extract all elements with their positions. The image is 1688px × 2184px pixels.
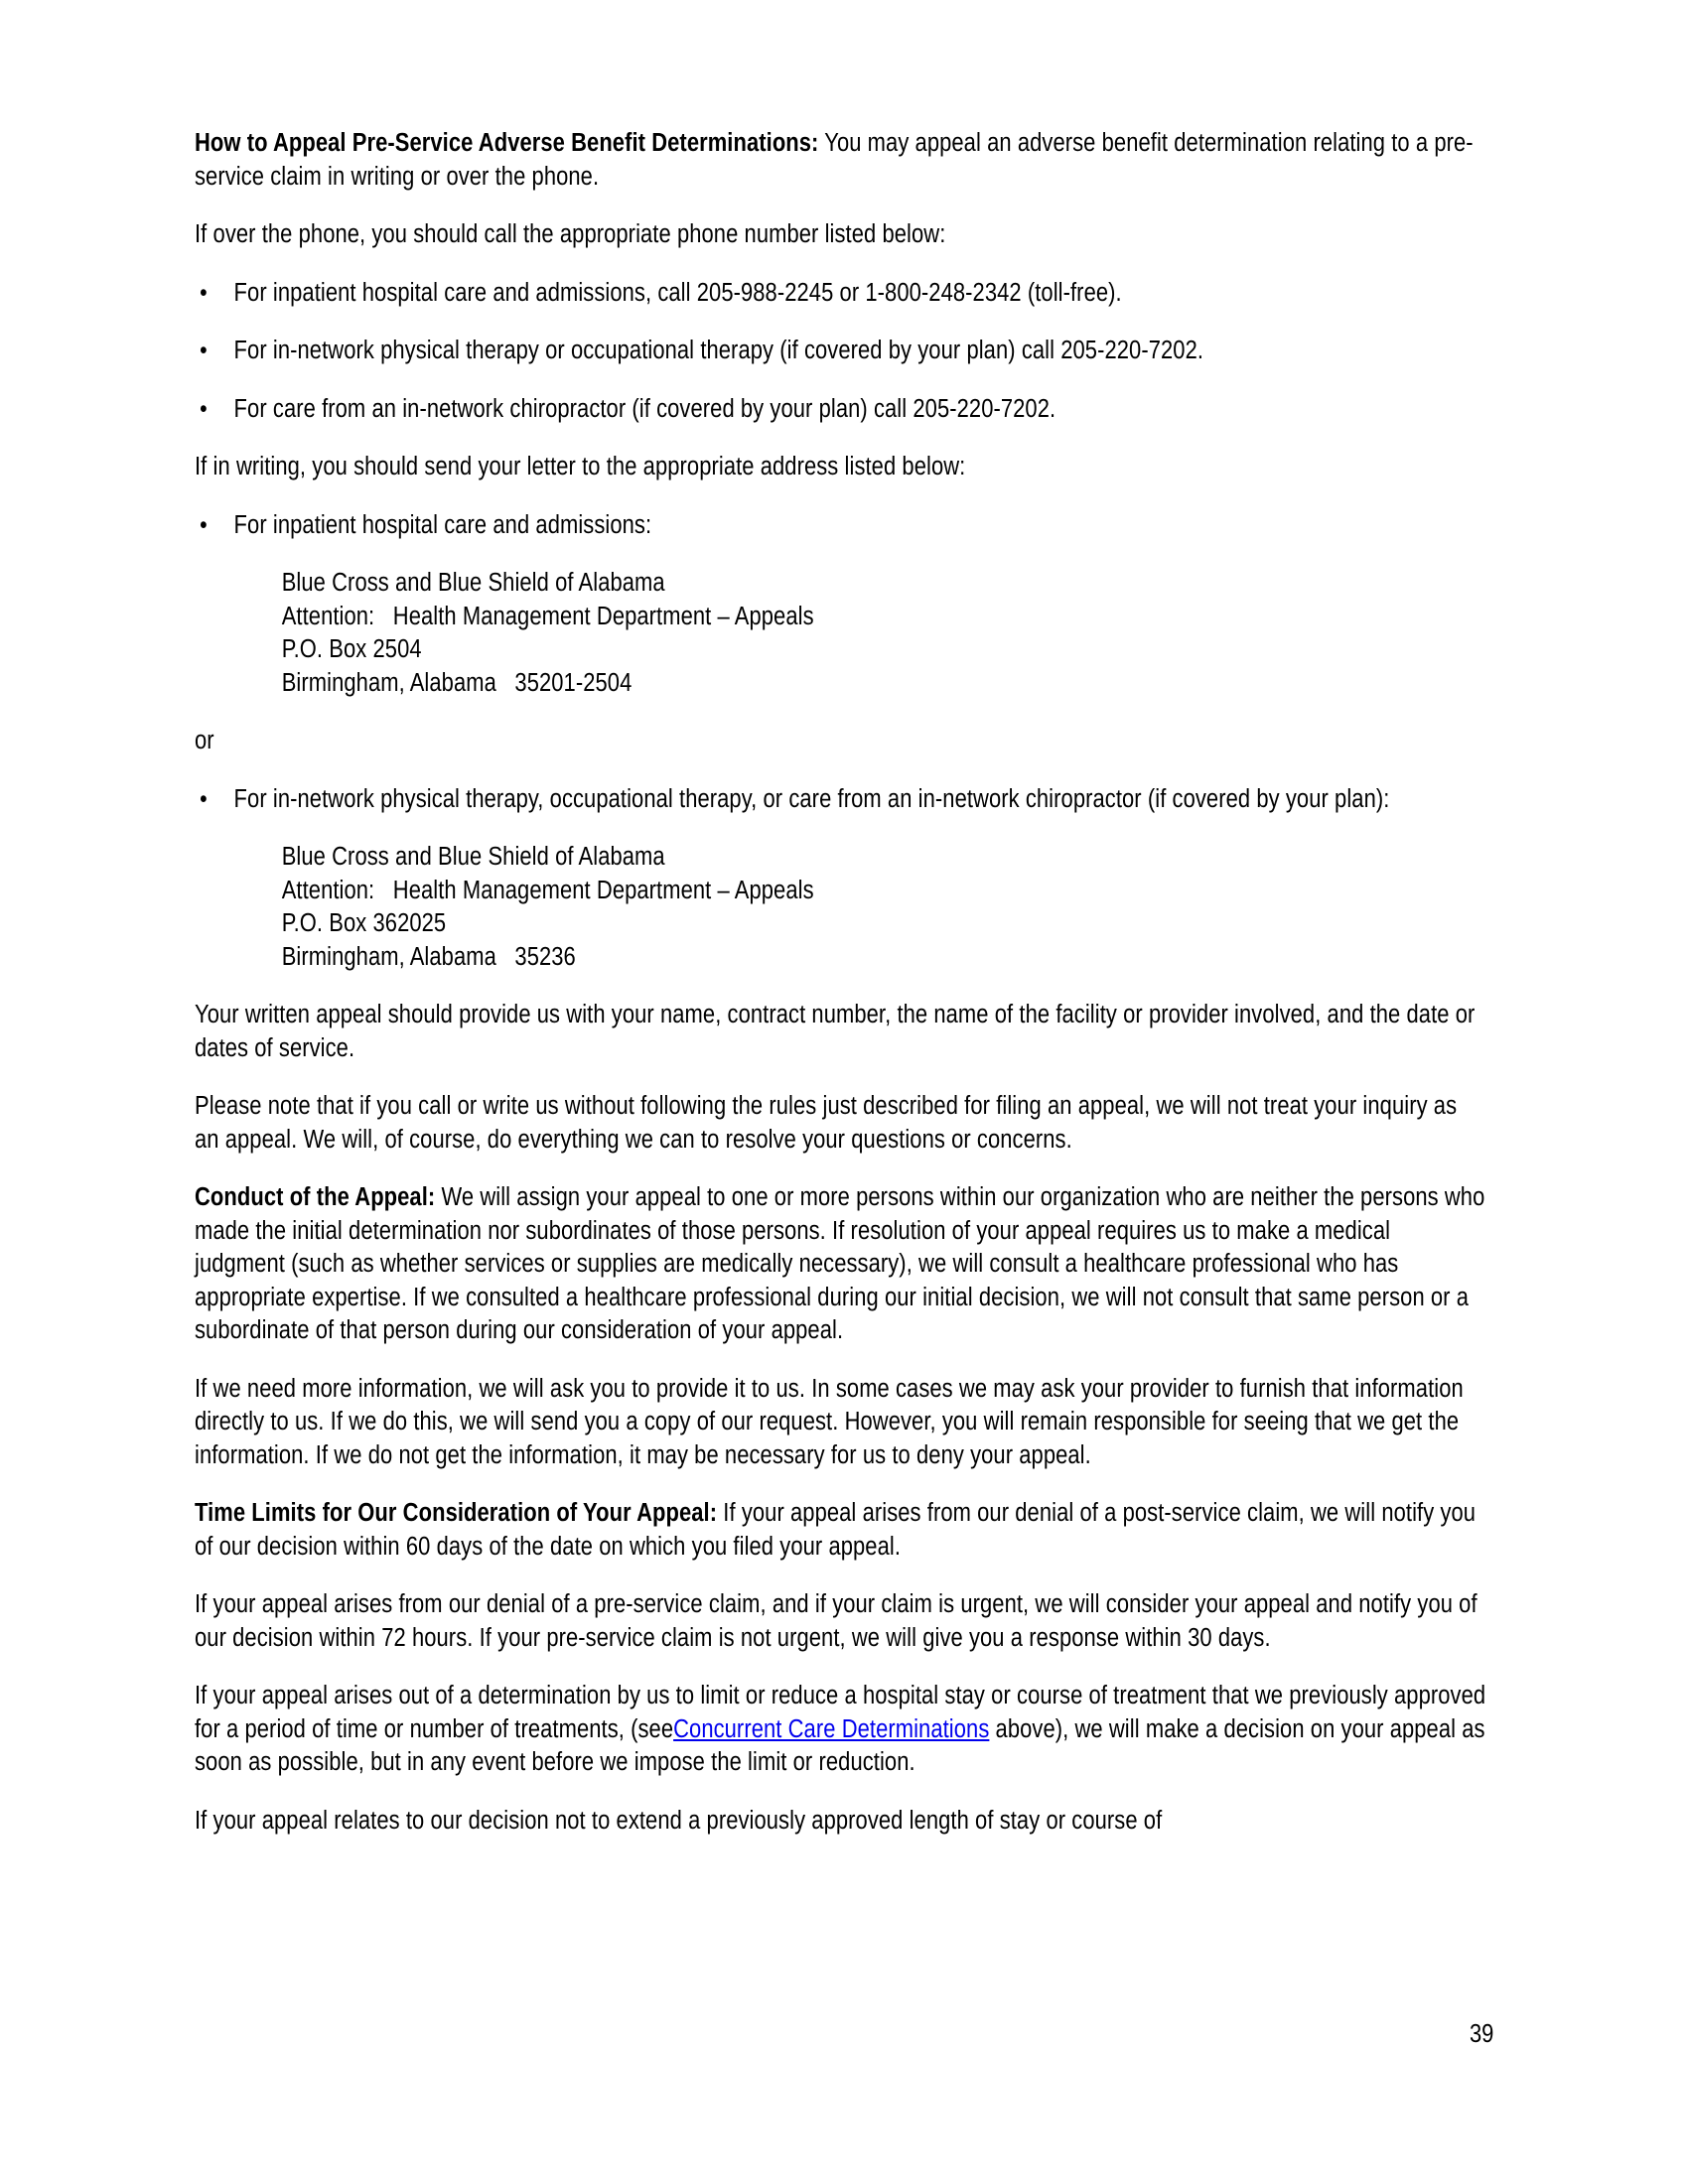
- list-item-phone-2: [195, 335, 1485, 368]
- paragraph-urgent-claims: If your appeal arises from our denial of a pre-service claim, and if your claim is urgent, we will consider your appeal and notify you of our decision within 72 hours. If your pre-service claim is not urgent, we will give you a response within 30 days.: [195, 1590, 1477, 1652]
- address-line-pobox: P.O. Box 362025: [281, 909, 447, 937]
- list-item-phone-1-label: For inpatient hospital care and admissions, call 205-988-2245 or 1-800-248-2342 (toll-free).: [233, 278, 1122, 307]
- list-item-phone-3: [195, 393, 1485, 427]
- address-line-citystatezip: Birmingham, Alabama 35236: [281, 942, 576, 971]
- heading-conduct-of-appeal: Conduct of the Appeal:: [195, 1183, 436, 1211]
- list-item-writing-2-label: For in-network physical therapy, occupational therapy, or care from an in-network chiropractor (if covered by your plan):: [233, 784, 1390, 813]
- heading-conduct-of-appeal-body: We will assign your appeal to one or more persons within our organization who are neither the persons who made the initial determination nor subordinates of those persons. If resolution of your appeal requires us to make a medical judgment (such as whether services or supplies are medically necessary), we will consult a healthcare professional who has appropriate expertise. If we consulted a healthcare professional during our initial decision, we will not consult that same person or a subordinate of that person during our consideration of your appeal.: [195, 1183, 1485, 1344]
- paragraph-last: If your appeal relates to our decision not to extend a previously approved length of stay or course of: [195, 1806, 1163, 1835]
- bullet-icon: •: [200, 337, 208, 364]
- bullet-icon: •: [200, 278, 208, 307]
- paragraph-time-limits: [195, 1497, 1485, 1564]
- paragraph-limit-or-reduce-post: above), we will make a decision on your appeal as soon as possible, but in any event before we impose the limit or reduction.: [195, 1714, 1485, 1776]
- list-item-phone-2-label: For in-network physical therapy or occupational therapy (if covered by your plan) call 205-220-7202.: [233, 337, 1204, 364]
- bullet-icon: •: [200, 784, 208, 813]
- concurrent-care-determinations-link[interactable]: Concurrent Care Determinations: [673, 1714, 990, 1743]
- heading-how-to-appeal-body: You may appeal an adverse benefit determination relating to a pre-service claim in writing or over the phone.: [195, 129, 1474, 191]
- address-line-company: Blue Cross and Blue Shield of Alabama: [281, 843, 665, 871]
- heading-how-to-appeal: How to Appeal Pre-Service Adverse Benefit Determinations:: [195, 129, 819, 157]
- bullet-icon: •: [200, 394, 208, 423]
- address-block-inpatient: [195, 567, 1573, 700]
- paragraph-writing-intro: If in writing, you should send your letter to the appropriate address listed below:: [195, 453, 966, 480]
- list-item-phone-3-label: For care from an in-network chiropractor (if covered by your plan) call 205-220-7202.: [233, 394, 1056, 423]
- address-block-therapy: [195, 841, 1573, 974]
- list-item-writing-1-label: For inpatient hospital care and admissions:: [233, 510, 652, 539]
- list-item-phone-1: [195, 277, 1485, 311]
- paragraph-phone-intro: If over the phone, you should call the appropriate phone number listed below:: [195, 220, 946, 248]
- paragraph-conduct-of-appeal: [195, 1181, 1485, 1348]
- address-line-citystatezip: Birmingham, Alabama 35201-2504: [281, 668, 633, 697]
- list-item-writing-1: [195, 509, 1485, 543]
- bullet-icon: •: [200, 510, 208, 539]
- heading-time-limits: Time Limits for Our Consideration of Your Appeal:: [195, 1499, 718, 1527]
- paragraph-limit-or-reduce: [195, 1680, 1485, 1780]
- address-line-company: Blue Cross and Blue Shield of Alabama: [281, 569, 665, 597]
- page-content: [195, 127, 1485, 1862]
- address-line-pobox: P.O. Box 2504: [281, 635, 422, 663]
- address-line-attention: Attention: Health Management Department – Appeals: [281, 602, 814, 630]
- page-number: 39: [1469, 2020, 1493, 2048]
- paragraph-limit-or-reduce-pre: If your appeal arises out of a determination by us to limit or reduce a hospital stay or course of treatment that we previously approved for a period of time or number of treatments, (see: [195, 1682, 1486, 1743]
- or-separator: or: [195, 727, 214, 754]
- paragraph-how-to-appeal: [195, 127, 1485, 194]
- paragraph-written-appeal: Your written appeal should provide us with your name, contract number, the name of the facility or provider involved, and the date or dates of service.: [195, 1001, 1476, 1062]
- address-line-attention: Attention: Health Management Department – Appeals: [281, 876, 814, 904]
- paragraph-more-information: If we need more information, we will ask you to provide it to us. In some cases we may ask your provider to furnish that information directly to us. If we do this, we will send you a copy of our request. However, you will remain responsible for seeing that we get the information. If we do not get the information, it may be necessary for us to deny your appeal.: [195, 1374, 1464, 1469]
- paragraph-please-note: Please note that if you call or write us without following the rules just described for filing an appeal, we will not treat your inquiry as an appeal. We will, of course, do everything we can to resolve your questions or concerns.: [195, 1092, 1458, 1154]
- heading-time-limits-body: If your appeal arises from our denial of a post-service claim, we will notify you of our decision within 60 days of the date on which you filed your appeal.: [195, 1499, 1477, 1561]
- list-item-writing-2: [195, 783, 1485, 817]
